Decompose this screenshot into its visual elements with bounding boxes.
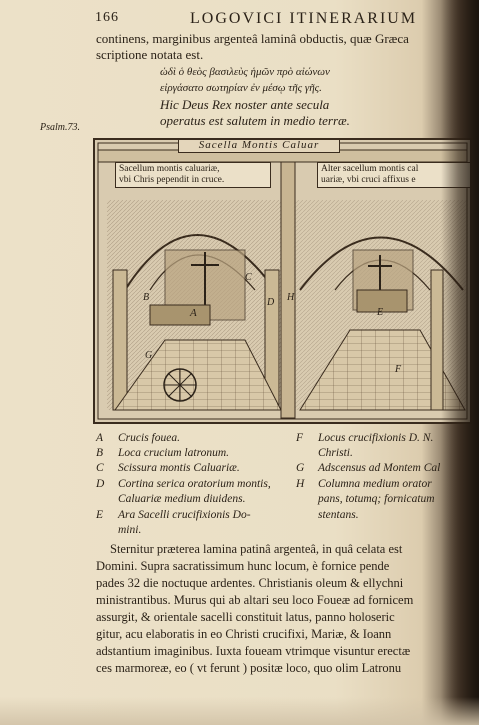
legend-item: C Scissura montis Caluariæ. <box>96 462 240 474</box>
mark-d: D <box>267 297 275 308</box>
verse-line-1: Hic Deus Rex noster ante secula <box>160 97 330 112</box>
body-line: ces marmoreæ, eo ( vt ferunt ) positæ loco, quo olim Latronu <box>96 661 402 675</box>
mark-a: A <box>190 307 197 319</box>
left-label-line-1: Sacellum montis caluariæ, <box>119 164 220 174</box>
mark-b: B <box>143 292 150 303</box>
legend-item: G Adscensus ad Montem Cal <box>296 462 441 474</box>
legend-item: H Columna medium orator <box>296 478 432 490</box>
legend-item: stentans. <box>318 509 359 521</box>
body-line: Sternitur præterea lamina patinâ argenteâ, in quâ celata est <box>110 542 403 556</box>
running-title: LOGOVICI ITINERARIUM <box>190 10 418 27</box>
right-chapel <box>295 200 467 410</box>
body-line: pades 32 die noctuque ardentes. Christianis oleum & ellychni <box>96 576 404 590</box>
page-bottom-edge <box>0 697 479 725</box>
right-chapel-label <box>317 162 472 188</box>
legend-item: Christi. <box>318 447 353 459</box>
greek-line-1: ὡδὶ ὁ θεὸς βασιλεὺς ἡμῶν πρὸ αἰώνων <box>160 66 330 78</box>
intro-line-2: scriptione notata est. <box>96 47 204 62</box>
mark-g: G <box>145 350 153 361</box>
legend-item: B Loca crucium latronum. <box>96 447 230 459</box>
body-line: ministrantibus. Murus qui ab altari seu loco Foueæ ad fornicem <box>96 593 414 607</box>
plate-title: Sacella Montis Caluar <box>178 138 340 153</box>
legend-item: F Locus crucifixionis D. N. <box>296 432 434 444</box>
engraving-plate <box>93 138 472 424</box>
left-label-line-2: vbi Chris pependit in cruce. <box>119 175 225 185</box>
legend-item: pans, totumq; fornicatum <box>318 493 435 505</box>
mark-c: C <box>245 272 252 283</box>
legend-item: Caluariæ medium diuidens. <box>118 493 246 505</box>
right-label-line-1: Alter sacellum montis cal <box>321 164 419 174</box>
verse-line-2: operatus est salutem in medio terræ. <box>160 113 350 128</box>
mark-h: H <box>287 292 295 303</box>
intro-line-1: continens, marginibus argenteâ laminâ obductis, quæ Græca <box>96 31 409 46</box>
mark-f: F <box>395 364 402 375</box>
legend-item: A Crucis fouea. <box>96 432 180 444</box>
body-line: adstantium imaginibus. Iuxta foueam vtrimque visuntur erectæ <box>96 644 411 658</box>
legend-item: D Cortina serica oratorium montis, <box>96 478 271 490</box>
left-chapel-label <box>115 162 271 188</box>
page-header <box>95 10 475 30</box>
body-line: Domini. Supra sacratissimum hunc locum, è fornice pende <box>96 559 390 573</box>
legend-item: E Ara Sacelli crucifixionis Do- <box>96 509 251 521</box>
body-line: assurgit, & orientale sacelli constituit latus, panno holoseric <box>96 610 395 624</box>
left-chapel <box>107 200 285 410</box>
mark-e: E <box>377 307 384 318</box>
page-number: 166 <box>95 10 119 25</box>
legend-item: mini. <box>118 524 142 536</box>
body-line: gitur, acu elaboratis in eo Christi crucifixi, Mariæ, & Ioann <box>96 627 392 641</box>
right-label-line-2: uariæ, vbi cruci affixus e <box>321 175 416 185</box>
greek-line-2: εἰργάσατο σωτηρίαν ἐν μέσῳ τῆς γῆς. <box>160 82 322 94</box>
marginal-note: Psalm.73. <box>40 122 80 133</box>
